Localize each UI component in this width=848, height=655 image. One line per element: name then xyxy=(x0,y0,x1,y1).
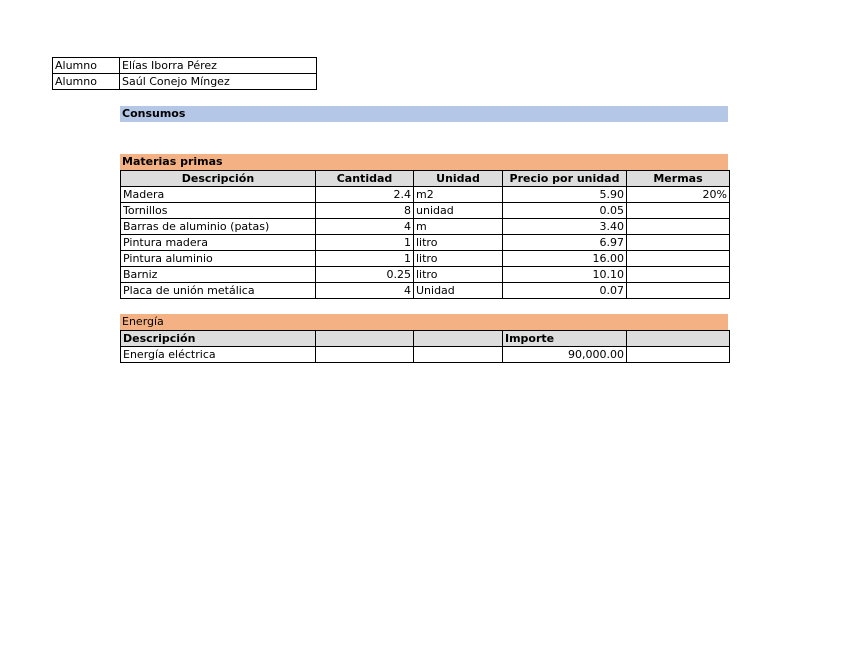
consumos-section-header[interactable]: Consumos xyxy=(120,106,728,122)
table-row xyxy=(121,235,730,251)
cell-unidad[interactable]: litro xyxy=(414,251,503,267)
cell-mermas[interactable]: 20% xyxy=(627,187,730,203)
cell-descripcion[interactable]: Energía eléctrica xyxy=(121,347,316,363)
student-row xyxy=(53,74,317,90)
cell-mermas[interactable] xyxy=(627,283,730,299)
cell-unidad[interactable]: litro xyxy=(414,267,503,283)
materias-primas-table xyxy=(120,170,730,299)
cell-empty[interactable] xyxy=(316,347,414,363)
cell-descripcion[interactable]: Madera xyxy=(121,187,316,203)
cell-mermas[interactable] xyxy=(627,251,730,267)
col-precio[interactable]: Precio por unidad xyxy=(503,171,627,187)
cell-mermas[interactable] xyxy=(627,267,730,283)
student-name[interactable]: Saúl Conejo Míngez xyxy=(120,74,317,90)
table-divider xyxy=(120,298,728,299)
cell-descripcion[interactable]: Pintura aluminio xyxy=(121,251,316,267)
student-label[interactable]: Alumno xyxy=(53,58,120,74)
cell-precio[interactable]: 0.05 xyxy=(503,203,627,219)
cell-precio[interactable]: 6.97 xyxy=(503,235,627,251)
table-header-row xyxy=(121,171,730,187)
cell-mermas[interactable] xyxy=(627,219,730,235)
energia-table xyxy=(120,330,730,363)
table-header-row xyxy=(121,331,730,347)
table-row xyxy=(121,203,730,219)
table-row xyxy=(121,251,730,267)
col-blank[interactable] xyxy=(627,331,730,347)
col-descripcion[interactable]: Descripción xyxy=(121,171,316,187)
cell-descripcion[interactable]: Tornillos xyxy=(121,203,316,219)
table-row xyxy=(121,267,730,283)
cell-cantidad[interactable]: 8 xyxy=(316,203,414,219)
materias-primas-header[interactable]: Materias primas xyxy=(120,154,728,170)
col-importe[interactable]: Importe xyxy=(503,331,627,347)
cell-precio[interactable]: 16.00 xyxy=(503,251,627,267)
cell-cantidad[interactable]: 4 xyxy=(316,219,414,235)
cell-descripcion[interactable]: Barras de aluminio (patas) xyxy=(121,219,316,235)
table-row xyxy=(121,283,730,299)
cell-descripcion[interactable]: Pintura madera xyxy=(121,235,316,251)
cell-cantidad[interactable]: 4 xyxy=(316,283,414,299)
cell-cantidad[interactable]: 1 xyxy=(316,235,414,251)
student-label[interactable]: Alumno xyxy=(53,74,120,90)
cell-descripcion[interactable]: Barniz xyxy=(121,267,316,283)
table-row xyxy=(121,219,730,235)
cell-precio[interactable]: 0.07 xyxy=(503,283,627,299)
table-row xyxy=(121,187,730,203)
cell-precio[interactable]: 5.90 xyxy=(503,187,627,203)
cell-importe[interactable]: 90,000.00 xyxy=(503,347,627,363)
col-unidad[interactable]: Unidad xyxy=(414,171,503,187)
col-blank[interactable] xyxy=(316,331,414,347)
cell-empty[interactable] xyxy=(414,347,503,363)
cell-mermas[interactable] xyxy=(627,203,730,219)
cell-precio[interactable]: 10.10 xyxy=(503,267,627,283)
students-table xyxy=(52,57,317,90)
cell-mermas[interactable] xyxy=(627,235,730,251)
cell-unidad[interactable]: unidad xyxy=(414,203,503,219)
cell-empty[interactable] xyxy=(627,347,730,363)
student-row xyxy=(53,58,317,74)
cell-cantidad[interactable]: 0.25 xyxy=(316,267,414,283)
student-name[interactable]: Elías Iborra Pérez xyxy=(120,58,317,74)
cell-unidad[interactable]: Unidad xyxy=(414,283,503,299)
cell-unidad[interactable]: m xyxy=(414,219,503,235)
energia-header[interactable]: Energía xyxy=(120,314,728,330)
table-row xyxy=(121,347,730,363)
cell-unidad[interactable]: litro xyxy=(414,235,503,251)
cell-unidad[interactable]: m2 xyxy=(414,187,503,203)
col-blank[interactable] xyxy=(414,331,503,347)
col-descripcion[interactable]: Descripción xyxy=(121,331,316,347)
cell-descripcion[interactable]: Placa de unión metálica xyxy=(121,283,316,299)
cell-precio[interactable]: 3.40 xyxy=(503,219,627,235)
cell-cantidad[interactable]: 1 xyxy=(316,251,414,267)
col-cantidad[interactable]: Cantidad xyxy=(316,171,414,187)
col-mermas[interactable]: Mermas xyxy=(627,171,730,187)
cell-cantidad[interactable]: 2.4 xyxy=(316,187,414,203)
